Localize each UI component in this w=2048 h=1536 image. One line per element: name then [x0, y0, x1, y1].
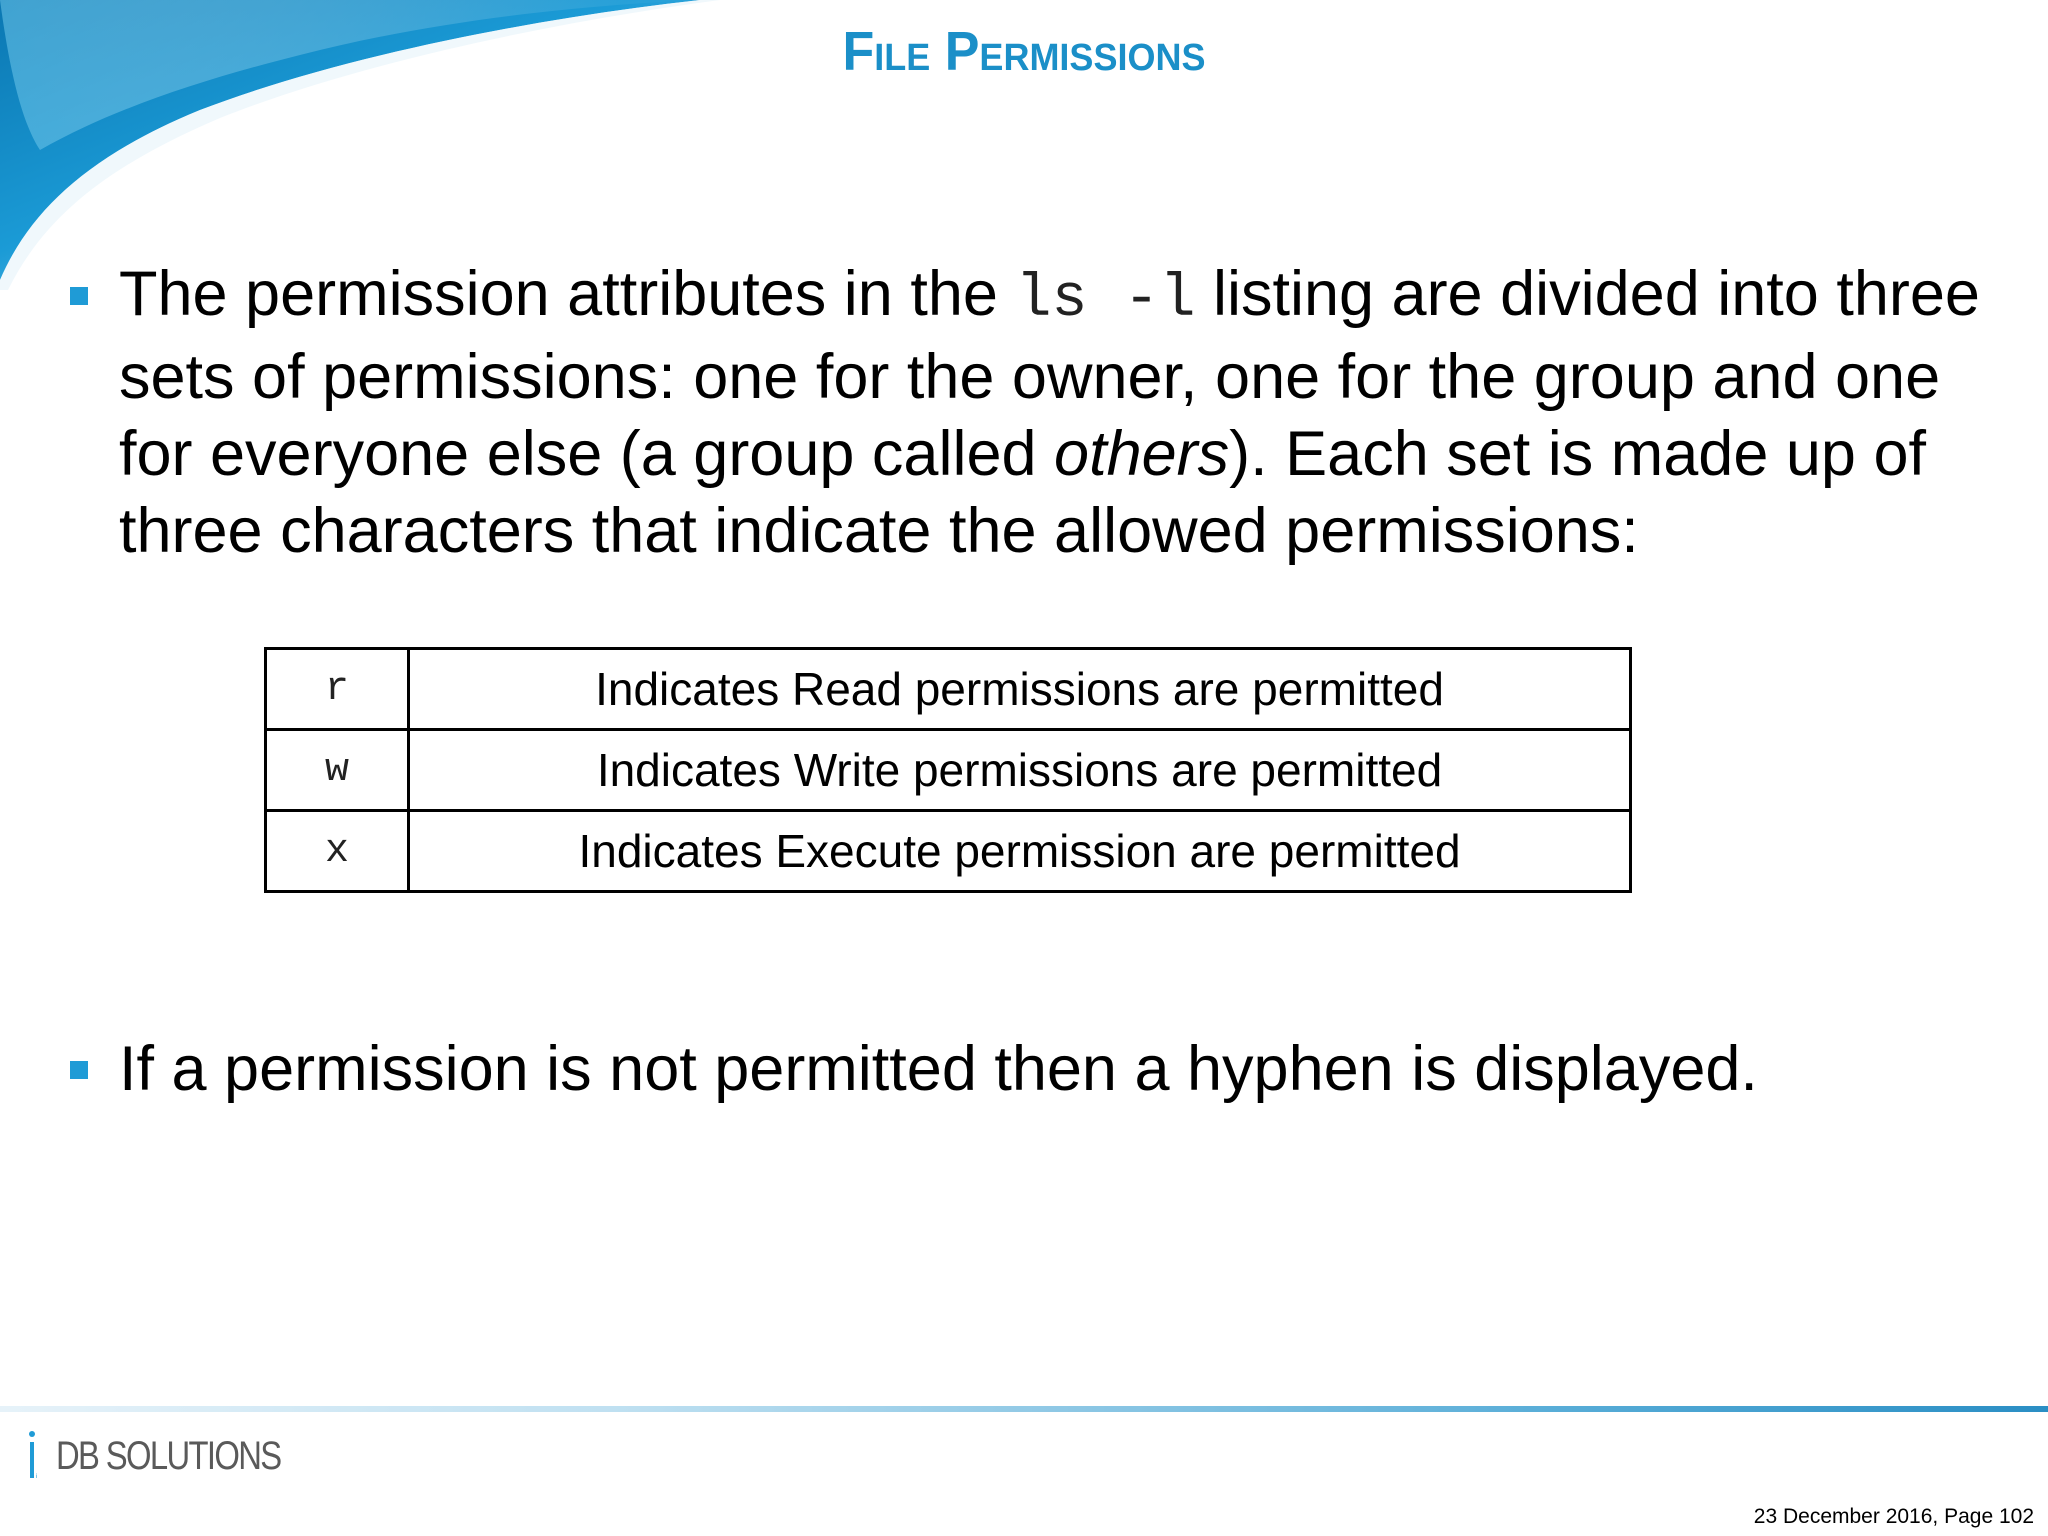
table-row [266, 811, 1631, 892]
logo-mark-letter: i [36, 1474, 38, 1480]
permission-description: Indicates Read permissions are permitted [409, 649, 1631, 730]
permissions-table [264, 647, 1632, 893]
bullet-marker [70, 1061, 88, 1079]
permission-symbol: x [266, 811, 409, 892]
bullet-marker [70, 287, 88, 305]
logo-text: DB SOLUTIONS [56, 1434, 281, 1478]
logo-mark [26, 1426, 56, 1484]
bullet-paragraph-permissions [119, 256, 2019, 570]
bullet-paragraph-hyphen: If a permission is not permitted then a hyphen is displayed. [119, 1034, 1758, 1104]
table-row [266, 730, 1631, 811]
permission-symbol: r [266, 649, 409, 730]
inline-code: ls -l [1015, 266, 1196, 334]
paragraph-text: listing are divided into three sets of permissions: one for the owner, one for the group and one for everyone else (a group called [119, 259, 1980, 489]
table-row [266, 649, 1631, 730]
permission-description: Indicates Write permissions are permitted [409, 730, 1631, 811]
paragraph-text: ). Each set is made up of three characters that indicate the allowed permissions: [119, 419, 1927, 566]
permission-description: Indicates Execute permission are permitted [409, 811, 1631, 892]
paragraph-text: The permission attributes in the [119, 259, 1016, 329]
footer-divider [0, 1406, 2048, 1412]
permission-symbol: w [266, 730, 409, 811]
page-title: File Permissions [842, 21, 1206, 83]
italic-term: others [1054, 419, 1230, 489]
footer-date-page: 23 December 2016, Page 102 [1753, 1505, 2034, 1528]
company-logo [26, 1424, 330, 1484]
